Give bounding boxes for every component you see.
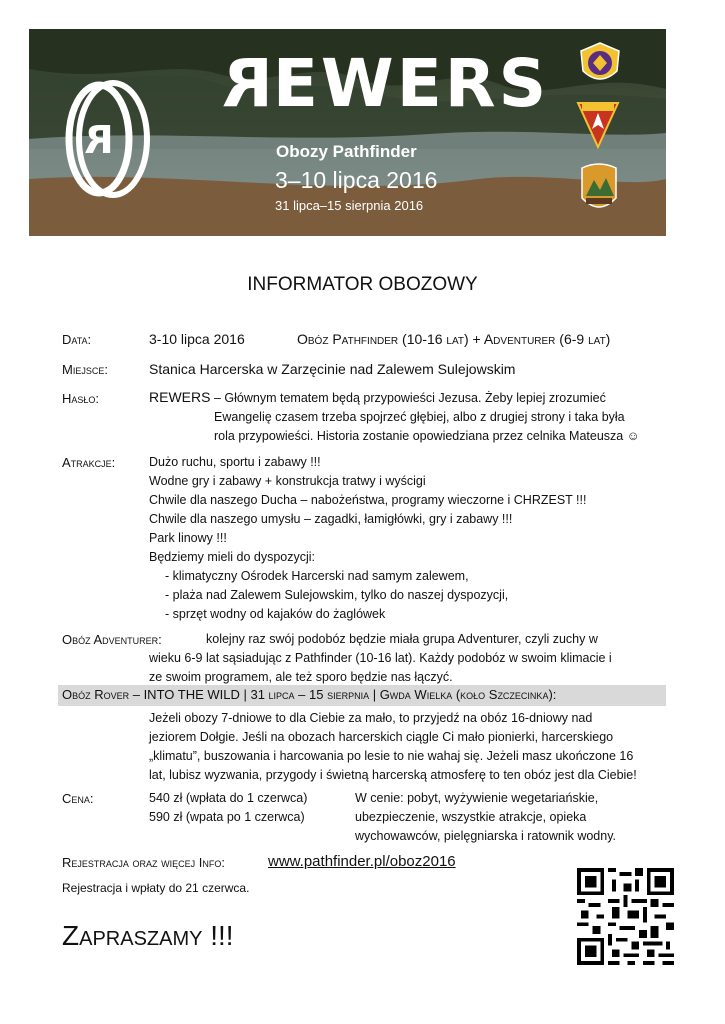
attractions-line-5: Park linowy !!! <box>149 531 227 545</box>
place-value: Stanica Harcerska w Zarzęcinie nad Zalewem Sulejowskim <box>149 361 516 377</box>
motto-line-2: Ewangelię czasem trzeba spojrzeć głębiej, albo z drugiej strony i taka była <box>214 410 625 424</box>
place-label: Miejsce: <box>62 362 108 377</box>
brand-rest: EWERS <box>272 45 550 122</box>
attractions-line-6: Będziemy mieli do dyspozycji: <box>149 550 316 564</box>
rover-heading: Obóz Rover – INTO THE WILD | 31 lipca – 15 sierpnia | Gwda Wielka (koło Szczecinka): <box>62 687 557 702</box>
header-banner <box>29 29 666 236</box>
price-option-1: 540 zł (wpłata do 1 czerwca) <box>149 791 308 805</box>
attractions-bullet-3: - sprzęt wodny od kajaków do żaglówek <box>165 607 386 621</box>
rewers-coin-logo <box>63 79 151 199</box>
rover-line-4: lat, lubisz wyzwania, przygody i świetną harcerską atmosferę to ten obóz jest dla Ciebie! <box>149 768 637 782</box>
rover-line-1: Jeżeli obozy 7-dniowe to dla Ciebie za mało, to przyjedź na obóz 16-dniowy nad <box>149 711 593 725</box>
attractions-label: Atrakcje: <box>62 455 116 470</box>
into-the-wild-badge-icon <box>578 162 620 216</box>
rover-line-2: jeziorem Dołgie. Jeśli na obozach harcerskich ciągle Ci mało pionierki, harcerskiego <box>149 730 614 744</box>
attractions-bullet-2: - plaża nad Zalewem Sulejowskim, tylko do naszej dyspozycji, <box>165 588 509 602</box>
qr-code-icon[interactable] <box>577 868 674 965</box>
data-dates: 3-10 lipca 2016 <box>149 331 245 347</box>
attractions-bullet-1: - klimatyczny Ośrodek Harcerski nad samym zalewem, <box>165 569 469 583</box>
registration-deadline: Rejestracja i wpłaty do 21 czerwca. <box>62 881 250 895</box>
attractions-line-3: Chwile dla naszego Ducha – nabożeństwa, programy wieczorne i CHRZEST !!! <box>149 493 587 507</box>
attractions-line-4: Chwile dla naszego umysłu – zagadki, łamigłówki, gry i zabawy !!! <box>149 512 513 526</box>
brand-mirrored-r-icon: R <box>219 45 273 122</box>
registration-label: Rejestracja oraz więcej Info: <box>62 855 225 870</box>
price-option-2: 590 zł (wpata po 1 czerwca) <box>149 810 305 824</box>
svg-text:R: R <box>84 118 114 162</box>
banner-dates-main: 3–10 lipca 2016 <box>275 167 438 193</box>
adventurer-line-2: wieku 6-9 lat sąsiadując z Pathfinder (10-16 lat). Każdy podobóz w swoim klimacie i <box>149 651 612 665</box>
price-label: Cena: <box>62 791 94 806</box>
price-includes-2: ubezpieczenie, wszystkie atrakcje, opieka <box>355 810 587 824</box>
attractions-line-2: Wodne gry i zabawy + konstrukcja tratwy i wyścigi <box>149 474 426 488</box>
motto-label: Hasło: <box>62 391 100 406</box>
closing-invitation: Zapraszamy !!! <box>62 920 234 951</box>
banner-dates-second: 31 lipca–15 sierpnia 2016 <box>275 198 424 213</box>
attractions-line-1: Dużo ruchu, sportu i zabawy !!! <box>149 455 321 469</box>
adventurer-label: Obóz Adventurer: <box>62 632 162 647</box>
price-includes-1: W cenie: pobyt, wyżywienie wegetariańskie, <box>355 791 599 805</box>
pathfinder-badge-icon <box>576 99 620 149</box>
data-camp: Obóz Pathfinder (10-16 lat) + Adventurer (6-9 lat) <box>297 331 611 347</box>
adventurer-club-badge-icon <box>577 41 623 87</box>
brand-title <box>219 45 549 122</box>
motto-keyword: REWERS <box>149 389 211 405</box>
banner-subtitle: Obozy Pathfinder <box>276 142 417 161</box>
rover-line-3: „klimatu”, buszowania i harcowania po lesie to nie wahaj się. Jeżeli masz ukończone 16 <box>149 749 634 763</box>
motto-line-1: – Głównym tematem będą przypowieści Jezusa. Żeby lepiej zrozumieć <box>214 391 606 405</box>
page-title: INFORMATOR OBOZOWY <box>247 274 478 295</box>
data-label: Data: <box>62 332 92 347</box>
price-includes-3: wychowawców, pielęgniarska i ratownik wodny. <box>355 829 616 843</box>
motto-line-3: rola przypowieści. Historia zostanie opowiedziana przez celnika Mateusza ☺ <box>214 429 640 443</box>
registration-link[interactable]: www.pathfinder.pl/oboz2016 <box>268 853 456 870</box>
adventurer-line-3: ze swoim programem, ale też sporo będzie nas łączyć. <box>149 670 453 684</box>
adventurer-line-1: kolejny raz swój podobóz będzie miała grupa Adventurer, czyli zuchy w <box>206 632 598 646</box>
